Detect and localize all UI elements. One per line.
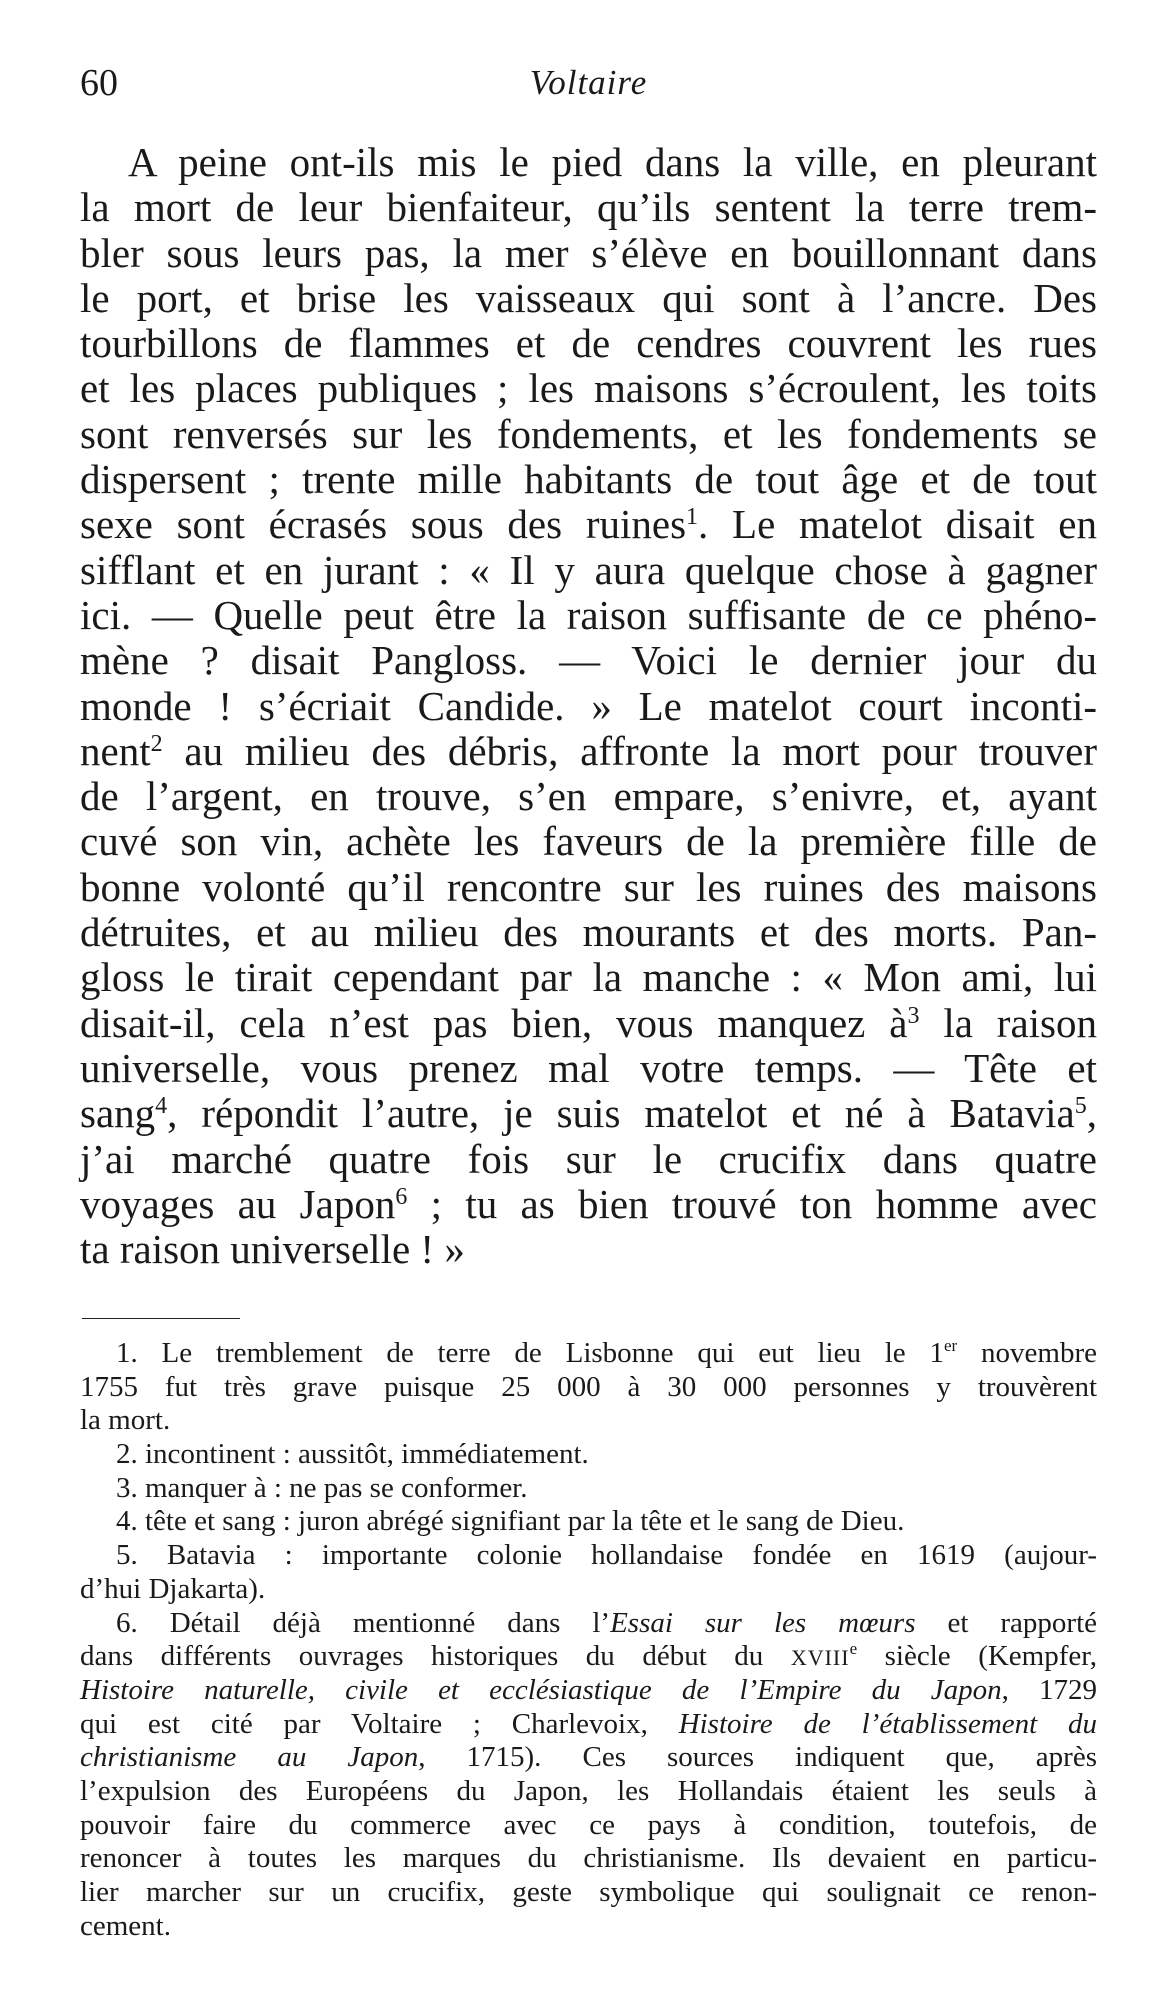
- footnote-ref: 6: [395, 1183, 408, 1210]
- text-line: ta raison universelle ! »: [80, 1226, 465, 1273]
- footnote-1: [80, 1337, 1097, 1371]
- footnote-5-line: d’hui Djakarta).: [80, 1572, 266, 1605]
- footnote-6-line: [80, 1708, 1097, 1742]
- footnote-separator: [82, 1318, 240, 1319]
- text-line: A peine ont-ils mis le pied dans la ville, en pleurant: [128, 139, 1097, 185]
- footnote-text: , 1715). Ces sources indiquent que, après: [418, 1741, 1097, 1774]
- text-line: [80, 502, 1097, 547]
- text-line: [80, 1001, 1097, 1046]
- page-number: 60: [80, 62, 118, 104]
- text-line: sifflant et en jurant : « Il y aura quelque chose à gagner: [80, 546, 1097, 593]
- text-line: dispersent ; trente mille habitants de tout âge et de tout: [80, 456, 1097, 503]
- text-segment: nent: [80, 727, 151, 774]
- footnote-6: [80, 1607, 1097, 1641]
- footnote-4: 4. tête et sang : juron abrégé signifiant par la tête et le sang de Dieu.: [116, 1505, 905, 1538]
- footnote-text: , 1729: [1001, 1673, 1097, 1706]
- footnote-6-line: [80, 1640, 1097, 1674]
- footnote-2: 2. incontinent : aussitôt, immédiatement.: [116, 1438, 589, 1471]
- text-line: tourbillons de flammes et de cendres couvrent les rues: [80, 320, 1097, 367]
- footnote-6-line: [80, 1674, 1097, 1708]
- text-line: gloss le tirait cependant par la manche : « Mon ami, lui: [80, 954, 1097, 1001]
- running-header: [80, 58, 1097, 108]
- text-segment: , répondit l’autre, je suis matelot et né à Batavia: [167, 1090, 1075, 1137]
- footnote-6-line: cement.: [80, 1909, 171, 1942]
- book-title: Essai sur les mœurs: [610, 1606, 916, 1639]
- footnote-5: 5. Batavia : importante colonie hollandaise fondée en 1619 (aujour-: [116, 1539, 1097, 1572]
- footnote-ref: 5: [1074, 1093, 1087, 1120]
- text-segment: . Le matelot disait en: [698, 501, 1097, 548]
- text-line: universelle, vous prenez mal votre temps. — Tête et: [80, 1044, 1097, 1091]
- text-segment: voyages au Japon: [80, 1180, 396, 1227]
- footnote-text: 6. Détail déjà mentionné dans l’: [116, 1606, 611, 1639]
- main-paragraph: [80, 140, 1097, 1272]
- running-title: Voltaire: [529, 63, 648, 102]
- ordinal-suffix: e: [849, 1639, 858, 1659]
- text-line: [80, 1091, 1097, 1136]
- footnote-6-line: l’expulsion des Européens du Japon, les Hollandais étaient les seuls à: [80, 1774, 1097, 1807]
- text-line: j’ai marché quatre fois sur le crucifix dans quatre: [80, 1135, 1097, 1182]
- text-line: monde ! s’écriait Candide. » Le matelot court inconti-: [80, 682, 1097, 729]
- text-line: la mort de leur bienfaiteur, qu’ils sentent la terre trem-: [80, 184, 1097, 231]
- footnote-text: novembre: [957, 1337, 1097, 1369]
- footnote-text: siècle (Kempfer,: [857, 1640, 1097, 1673]
- footnotes: [80, 1337, 1097, 1943]
- text-segment: ; tu as bien trouvé ton homme avec: [407, 1180, 1098, 1227]
- text-line: le port, et brise les vaisseaux qui sont à l’ancre. Des: [80, 274, 1097, 321]
- text-segment: au milieu des débris, affronte la mort pour trouver: [162, 727, 1097, 774]
- footnote-3: 3. manquer à : ne pas se conformer.: [116, 1471, 528, 1504]
- footnote-ref: 3: [907, 1002, 920, 1029]
- text-line: cuvé son vin, achète les faveurs de la première fille de: [80, 818, 1097, 865]
- text-line: bler sous leurs pas, la mer s’élève en bouillonnant dans: [80, 229, 1097, 276]
- text-line: détruites, et au milieu des mourants et des morts. Pan-: [80, 909, 1097, 956]
- footnote-ref: 1: [686, 504, 699, 531]
- book-title: Histoire naturelle, civile et ecclésiastique de l’Empire du Japon: [80, 1673, 1002, 1706]
- text-line: sont renversés sur les fondements, et les fondements se: [80, 410, 1097, 457]
- text-line: et les places publiques ; les maisons s’écroulent, les toits: [80, 365, 1097, 412]
- footnote-ref: 2: [150, 730, 163, 757]
- century-numeral: XVIII: [790, 1645, 850, 1671]
- ordinal-suffix: er: [944, 1336, 958, 1355]
- text-segment: ,: [1086, 1090, 1097, 1137]
- text-line: [80, 1182, 1097, 1227]
- footnote-1-line: 1755 fut très grave puisque 25 000 à 30 000 personnes y trouvèrent: [80, 1370, 1097, 1403]
- footnote-6-line: pouvoir faire du commerce avec ce pays à condition, toutefois, de: [80, 1808, 1097, 1841]
- text-segment: disait-il, cela n’est pas bien, vous manquez à: [80, 999, 908, 1046]
- footnote-text: dans différents ouvrages historiques du début du: [80, 1640, 791, 1673]
- text-segment: sang: [80, 1090, 156, 1137]
- footnote-6-line: [80, 1741, 1097, 1775]
- book-title: Histoire de l’établissement du: [678, 1707, 1097, 1740]
- footnote-text: 1. Le tremblement de terre de Lisbonne qui eut lieu le 1: [116, 1337, 944, 1369]
- text-line: bonne volonté qu’il rencontre sur les ruines des maisons: [80, 863, 1097, 910]
- footnote-ref: 4: [155, 1093, 168, 1120]
- footnote-text: et rapporté: [915, 1606, 1097, 1639]
- footnote-6-line: renoncer à toutes les marques du christianisme. Ils devaient en particu-: [80, 1842, 1097, 1875]
- footnote-text: qui est cité par Voltaire ; Charlevoix,: [80, 1707, 679, 1740]
- footnote-6-line: lier marcher sur un crucifix, geste symbolique qui soulignait ce renon-: [80, 1876, 1097, 1908]
- book-title: christianisme au Japon: [80, 1741, 419, 1774]
- text-line: [80, 729, 1097, 774]
- text-line: mène ? disait Pangloss. — Voici le dernier jour du: [80, 637, 1097, 684]
- text-segment: sexe sont écrasés sous des ruines: [80, 501, 687, 548]
- text-line: de l’argent, en trouve, s’en empare, s’enivre, et, ayant: [80, 773, 1097, 820]
- footnote-1-line: la mort.: [80, 1404, 171, 1437]
- text-segment: la raison: [919, 999, 1097, 1046]
- text-line: ici. — Quelle peut être la raison suffisante de ce phéno-: [80, 591, 1097, 638]
